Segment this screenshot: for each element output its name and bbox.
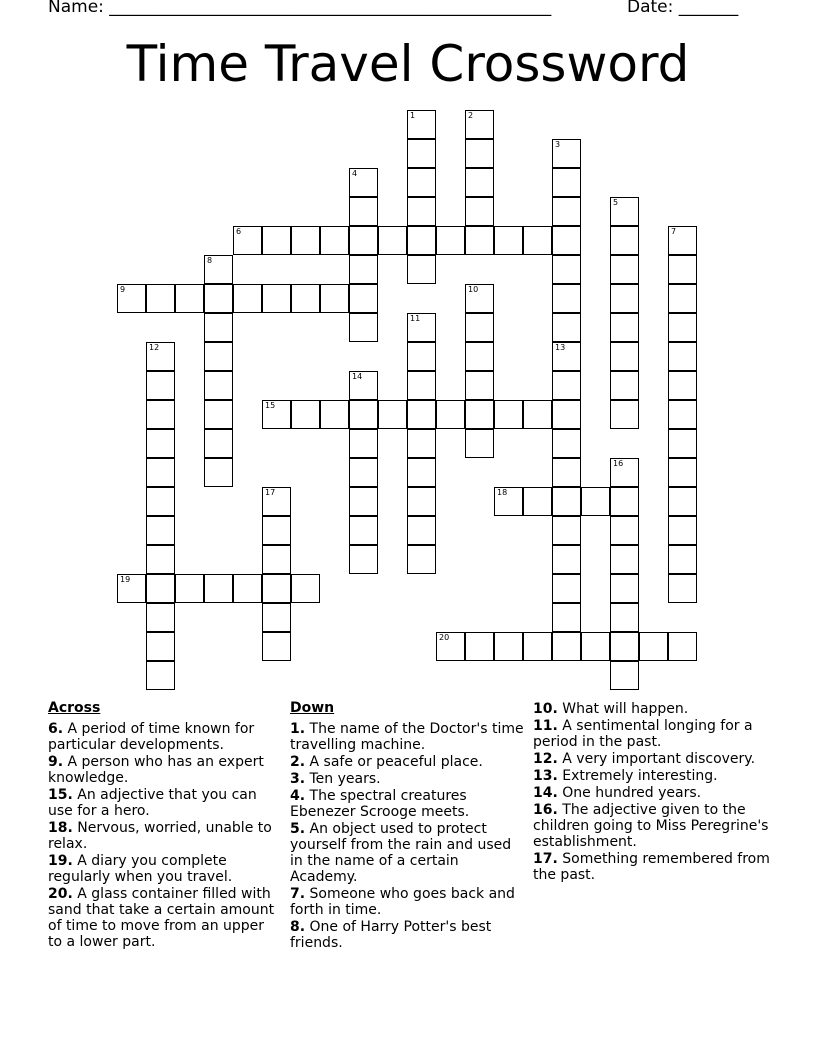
crossword-cell[interactable] xyxy=(552,487,581,516)
clue-number: 14. xyxy=(533,785,558,801)
crossword-cell[interactable] xyxy=(262,632,291,661)
down-clues xyxy=(290,700,526,952)
clue-item xyxy=(48,721,276,753)
across-heading: Across xyxy=(48,700,101,716)
crossword-cell[interactable] xyxy=(349,458,378,487)
clue-number: 11. xyxy=(533,718,558,734)
crossword-cell[interactable] xyxy=(320,226,349,255)
cell-number: 19 xyxy=(120,575,131,584)
crossword-cell[interactable] xyxy=(262,487,291,516)
clue-number: 20. xyxy=(48,886,73,902)
crossword-cell[interactable] xyxy=(552,197,581,226)
crossword-cell[interactable] xyxy=(349,168,378,197)
clue-item xyxy=(48,787,276,819)
crossword-cell[interactable] xyxy=(146,371,175,400)
crossword-cell[interactable] xyxy=(204,458,233,487)
cell-number: 15 xyxy=(265,401,276,410)
crossword-cell[interactable] xyxy=(465,371,494,400)
cell-number: 9 xyxy=(120,285,126,294)
crossword-cell[interactable] xyxy=(349,371,378,400)
down-heading: Down xyxy=(290,700,335,716)
clue-item xyxy=(290,721,526,753)
crossword-cell[interactable] xyxy=(117,284,146,313)
crossword-cell[interactable] xyxy=(610,458,639,487)
clue-text: The adjective given to the children going to Miss Peregrine's establishment. xyxy=(533,802,769,850)
crossword-cell[interactable] xyxy=(610,487,639,516)
crossword-cell[interactable] xyxy=(262,400,291,429)
crossword-cell[interactable] xyxy=(668,574,697,603)
crossword-cell[interactable] xyxy=(407,516,436,545)
crossword-cell[interactable] xyxy=(610,661,639,690)
crossword-cell[interactable] xyxy=(552,255,581,284)
clue-item xyxy=(48,754,276,786)
crossword-cell[interactable] xyxy=(204,371,233,400)
crossword-cell[interactable] xyxy=(175,574,204,603)
clue-text: An adjective that you can use for a hero. xyxy=(48,787,257,819)
crossword-cell[interactable] xyxy=(146,603,175,632)
clue-number: 15. xyxy=(48,787,73,803)
crossword-cell[interactable] xyxy=(204,400,233,429)
clue-text: A safe or peaceful place. xyxy=(305,754,483,770)
crossword-cell[interactable] xyxy=(610,197,639,226)
clue-number: 19. xyxy=(48,853,73,869)
crossword-cell[interactable] xyxy=(668,255,697,284)
crossword-cell[interactable] xyxy=(494,487,523,516)
crossword-cell[interactable] xyxy=(436,400,465,429)
clue-text: A period of time known for particular developments. xyxy=(48,721,255,753)
crossword-cell[interactable] xyxy=(175,284,204,313)
crossword-cell[interactable] xyxy=(465,226,494,255)
crossword-cell[interactable] xyxy=(610,255,639,284)
crossword-cell[interactable] xyxy=(668,487,697,516)
crossword-cell[interactable] xyxy=(668,226,697,255)
crossword-cell[interactable] xyxy=(494,400,523,429)
crossword-cell[interactable] xyxy=(407,168,436,197)
cell-number: 12 xyxy=(149,343,160,352)
clue-item xyxy=(533,802,773,850)
crossword-cell[interactable] xyxy=(552,632,581,661)
crossword-cell[interactable] xyxy=(610,284,639,313)
cell-number: 17 xyxy=(265,488,276,497)
clue-item xyxy=(290,919,526,951)
clue-text: A diary you complete regularly when you travel. xyxy=(48,853,233,885)
crossword-cell[interactable] xyxy=(146,487,175,516)
crossword-cell[interactable] xyxy=(552,168,581,197)
crossword-cell[interactable] xyxy=(668,516,697,545)
crossword-cell[interactable] xyxy=(407,487,436,516)
page-title: Time Travel Crossword xyxy=(126,35,690,93)
crossword-cell[interactable] xyxy=(552,342,581,371)
crossword-cell[interactable] xyxy=(610,400,639,429)
crossword-cell[interactable] xyxy=(610,574,639,603)
across-clues xyxy=(48,700,276,951)
clue-number: 1. xyxy=(290,721,306,737)
crossword-cell[interactable] xyxy=(639,632,668,661)
clue-item xyxy=(48,853,276,885)
crossword-cell[interactable] xyxy=(552,429,581,458)
crossword-cell[interactable] xyxy=(668,545,697,574)
crossword-cell[interactable] xyxy=(349,429,378,458)
clue-text: The spectral creatures Ebenezer Scrooge meets. xyxy=(290,788,470,820)
clue-text: An object used to protect yourself from the rain and used in the name of a certain Academy. xyxy=(290,821,512,885)
crossword-cell[interactable] xyxy=(146,342,175,371)
crossword-cell[interactable] xyxy=(204,255,233,284)
clue-text: A sentimental longing for a period in the past. xyxy=(533,718,753,750)
crossword-cell[interactable] xyxy=(349,255,378,284)
crossword-cell[interactable] xyxy=(610,342,639,371)
crossword-cell[interactable] xyxy=(407,371,436,400)
clue-text: The name of the Doctor's time travelling machine. xyxy=(290,721,524,753)
crossword-cell[interactable] xyxy=(552,516,581,545)
cell-number: 2 xyxy=(468,111,474,120)
clue-number: 18. xyxy=(48,820,73,836)
clue-number: 5. xyxy=(290,821,306,837)
cell-number: 10 xyxy=(468,285,479,294)
crossword-cell[interactable] xyxy=(117,574,146,603)
crossword-cell[interactable] xyxy=(146,574,175,603)
clue-item xyxy=(290,771,526,787)
crossword-cell[interactable] xyxy=(552,400,581,429)
crossword-cell[interactable] xyxy=(146,661,175,690)
clue-item xyxy=(290,754,526,770)
crossword-cell[interactable] xyxy=(204,574,233,603)
crossword-cell[interactable] xyxy=(407,313,436,342)
clue-number: 10. xyxy=(533,701,558,717)
crossword-cell[interactable] xyxy=(465,110,494,139)
clue-item xyxy=(290,886,526,918)
clue-text: Something remembered from the past. xyxy=(533,851,770,883)
clue-number: 8. xyxy=(290,919,306,935)
crossword-cell[interactable] xyxy=(349,313,378,342)
crossword-cell[interactable] xyxy=(233,284,262,313)
crossword-cell[interactable] xyxy=(552,603,581,632)
crossword-cell[interactable] xyxy=(523,487,552,516)
clue-item xyxy=(290,821,526,885)
crossword-cell[interactable] xyxy=(465,313,494,342)
clue-text: A glass container filled with sand that take a certain amount of time to move from an upper to a lower part. xyxy=(48,886,275,950)
crossword-cell[interactable] xyxy=(465,400,494,429)
clue-text: Someone who goes back and forth in time. xyxy=(290,886,515,918)
crossword-cell[interactable] xyxy=(146,400,175,429)
crossword-cell[interactable] xyxy=(465,284,494,313)
crossword-cell[interactable] xyxy=(204,313,233,342)
crossword-cell[interactable] xyxy=(407,110,436,139)
crossword-cell[interactable] xyxy=(407,458,436,487)
crossword-cell[interactable] xyxy=(552,371,581,400)
crossword-cell[interactable] xyxy=(407,400,436,429)
cell-number: 4 xyxy=(352,169,358,178)
crossword-cell[interactable] xyxy=(465,632,494,661)
crossword-cell[interactable] xyxy=(668,284,697,313)
crossword-cell[interactable] xyxy=(349,284,378,313)
crossword-cell[interactable] xyxy=(552,226,581,255)
clue-number: 2. xyxy=(290,754,306,770)
crossword-cell[interactable] xyxy=(407,197,436,226)
crossword-cell[interactable] xyxy=(610,545,639,574)
crossword-cell[interactable] xyxy=(494,226,523,255)
clue-item xyxy=(290,788,526,820)
clue-number: 9. xyxy=(48,754,64,770)
crossword-cell[interactable] xyxy=(349,197,378,226)
crossword-cell[interactable] xyxy=(146,429,175,458)
crossword-cell[interactable] xyxy=(262,516,291,545)
crossword-cell[interactable] xyxy=(523,226,552,255)
crossword-cell[interactable] xyxy=(233,574,262,603)
crossword-cell[interactable] xyxy=(610,226,639,255)
clue-number: 3. xyxy=(290,771,306,787)
crossword-cell[interactable] xyxy=(668,429,697,458)
crossword-cell[interactable] xyxy=(494,632,523,661)
crossword-cell[interactable] xyxy=(146,632,175,661)
crossword-cell[interactable] xyxy=(204,342,233,371)
crossword-cell[interactable] xyxy=(668,458,697,487)
cell-number: 14 xyxy=(352,372,363,381)
crossword-cell[interactable] xyxy=(523,400,552,429)
crossword-cell[interactable] xyxy=(262,545,291,574)
crossword-cell[interactable] xyxy=(146,545,175,574)
cell-number: 11 xyxy=(410,314,421,323)
crossword-cell[interactable] xyxy=(668,342,697,371)
clue-text: One of Harry Potter's best friends. xyxy=(290,919,492,951)
crossword-cell[interactable] xyxy=(436,632,465,661)
clue-item xyxy=(533,851,773,883)
crossword-cell[interactable] xyxy=(552,284,581,313)
clue-number: 13. xyxy=(533,768,558,784)
crossword-cell[interactable] xyxy=(668,632,697,661)
crossword-cell[interactable] xyxy=(610,632,639,661)
clue-item xyxy=(533,768,773,784)
crossword-cell[interactable] xyxy=(349,226,378,255)
clue-text: Ten years. xyxy=(305,771,381,787)
clue-number: 17. xyxy=(533,851,558,867)
crossword-cell[interactable] xyxy=(407,226,436,255)
cell-number: 7 xyxy=(671,227,677,236)
crossword-cell[interactable] xyxy=(204,284,233,313)
crossword-cell[interactable] xyxy=(407,255,436,284)
crossword-cell[interactable] xyxy=(378,400,407,429)
crossword-cell[interactable] xyxy=(465,168,494,197)
crossword-cell[interactable] xyxy=(349,516,378,545)
name-field[interactable]: Name: ____________________________________________________ xyxy=(48,0,552,17)
crossword-cell[interactable] xyxy=(523,632,552,661)
crossword-cell[interactable] xyxy=(146,458,175,487)
crossword-cell[interactable] xyxy=(320,284,349,313)
clue-text: What will happen. xyxy=(557,701,689,717)
crossword-cell[interactable] xyxy=(349,487,378,516)
crossword-cell[interactable] xyxy=(349,400,378,429)
cell-number: 8 xyxy=(207,256,213,265)
crossword-cell[interactable] xyxy=(552,545,581,574)
cell-number: 1 xyxy=(410,111,416,120)
crossword-cell[interactable] xyxy=(291,400,320,429)
crossword-cell[interactable] xyxy=(465,139,494,168)
cell-number: 13 xyxy=(555,343,566,352)
clue-number: 7. xyxy=(290,886,306,902)
date-field[interactable]: Date: _______ xyxy=(627,0,739,17)
crossword-cell[interactable] xyxy=(291,284,320,313)
clue-number: 16. xyxy=(533,802,558,818)
crossword-cell[interactable] xyxy=(581,487,610,516)
crossword-cell[interactable] xyxy=(262,284,291,313)
cell-number: 20 xyxy=(439,633,450,642)
crossword-cell[interactable] xyxy=(668,313,697,342)
crossword-cell[interactable] xyxy=(552,458,581,487)
crossword-cell[interactable] xyxy=(407,139,436,168)
crossword-cell[interactable] xyxy=(291,226,320,255)
crossword-cell[interactable] xyxy=(465,197,494,226)
crossword-cell[interactable] xyxy=(378,226,407,255)
clue-text: Extremely interesting. xyxy=(557,768,718,784)
down-clues-continued xyxy=(533,701,773,884)
clue-item xyxy=(533,701,773,717)
cell-number: 18 xyxy=(497,488,508,497)
crossword-cell[interactable] xyxy=(407,342,436,371)
crossword-cell[interactable] xyxy=(204,429,233,458)
crossword-cell[interactable] xyxy=(552,139,581,168)
crossword-cell[interactable] xyxy=(465,342,494,371)
crossword-cell[interactable] xyxy=(610,371,639,400)
cell-number: 6 xyxy=(236,227,242,236)
clue-number: 12. xyxy=(533,751,558,767)
clue-text: A person who has an expert knowledge. xyxy=(48,754,264,786)
clue-item xyxy=(48,820,276,852)
crossword-cell[interactable] xyxy=(262,226,291,255)
crossword-cell[interactable] xyxy=(233,226,262,255)
clue-number: 6. xyxy=(48,721,64,737)
clue-text: One hundred years. xyxy=(557,785,702,801)
clue-text: A very important discovery. xyxy=(557,751,756,767)
cell-number: 3 xyxy=(555,140,561,149)
crossword-cell[interactable] xyxy=(610,516,639,545)
crossword-cell[interactable] xyxy=(436,226,465,255)
clue-number: 4. xyxy=(290,788,306,804)
crossword-cell[interactable] xyxy=(668,400,697,429)
crossword-cell[interactable] xyxy=(146,284,175,313)
crossword-cell[interactable] xyxy=(581,632,610,661)
clue-item xyxy=(533,751,773,767)
crossword-cell[interactable] xyxy=(262,603,291,632)
cell-number: 16 xyxy=(613,459,624,468)
clue-item xyxy=(533,785,773,801)
crossword-cell[interactable] xyxy=(610,313,639,342)
cell-number: 5 xyxy=(613,198,619,207)
crossword-cell[interactable] xyxy=(262,574,291,603)
clue-item xyxy=(533,718,773,750)
crossword-cell[interactable] xyxy=(610,603,639,632)
crossword-cell[interactable] xyxy=(349,545,378,574)
crossword-cell[interactable] xyxy=(320,400,349,429)
clue-item xyxy=(48,886,276,950)
crossword-cell[interactable] xyxy=(146,516,175,545)
crossword-cell[interactable] xyxy=(552,313,581,342)
crossword-cell[interactable] xyxy=(291,574,320,603)
crossword-cell[interactable] xyxy=(465,429,494,458)
crossword-cell[interactable] xyxy=(668,371,697,400)
crossword-cell[interactable] xyxy=(407,429,436,458)
clue-text: Nervous, worried, unable to relax. xyxy=(48,820,272,852)
crossword-cell[interactable] xyxy=(407,545,436,574)
crossword-cell[interactable] xyxy=(552,574,581,603)
